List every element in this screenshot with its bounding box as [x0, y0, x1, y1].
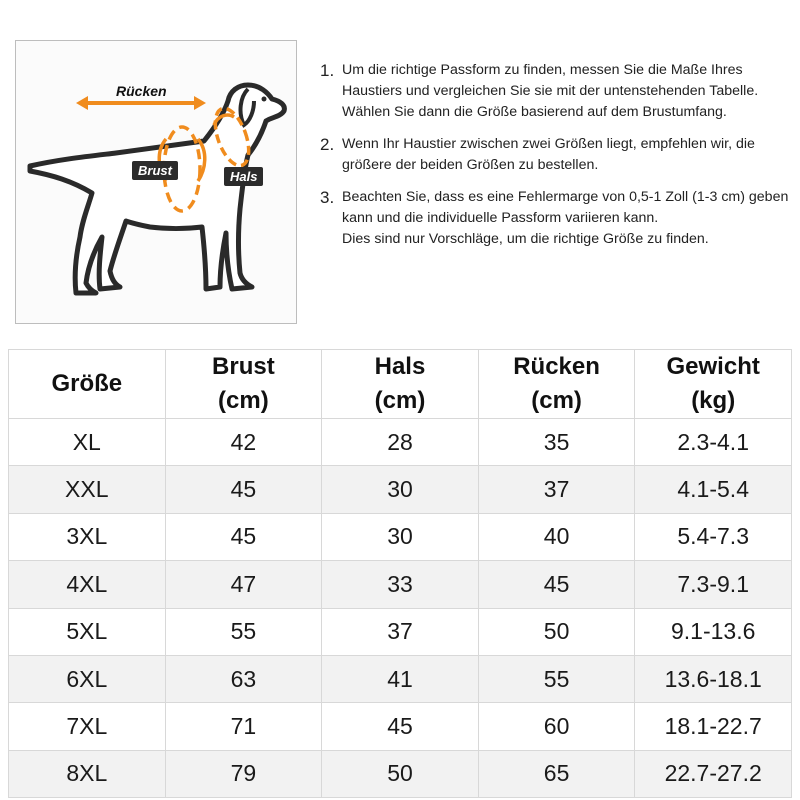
- table-row: [9, 703, 792, 750]
- cell-back: 60: [478, 703, 635, 750]
- dog-measurement-figure: [15, 40, 297, 324]
- cell-weight: 9.1-13.6: [635, 608, 792, 655]
- column-header-back: Rücken (cm): [478, 350, 635, 419]
- cell-size: XL: [9, 419, 166, 466]
- cell-neck: 37: [322, 608, 479, 655]
- instruction-text: Beachten Sie, dass es eine Fehlermarge von 0,5-1 Zoll (1-3 cm) geben kann und die individuelle Passform variieren kann.: [342, 189, 789, 226]
- chest-label: Brust: [132, 161, 178, 180]
- table-row: [9, 561, 792, 608]
- size-chart-table: [8, 349, 792, 798]
- cell-size: 6XL: [9, 655, 166, 702]
- cell-size: 3XL: [9, 513, 166, 560]
- cell-back: 55: [478, 655, 635, 702]
- instruction-text: Wenn Ihr Haustier zwischen zwei Größen liegt, empfehlen wir, die größere der beiden Größen zu bestellen.: [342, 136, 755, 173]
- cell-neck: 45: [322, 703, 479, 750]
- cell-back: 35: [478, 419, 635, 466]
- column-header-size: Größe: [9, 350, 166, 419]
- cell-size: 8XL: [9, 750, 166, 797]
- table-header-row: [9, 350, 792, 419]
- instruction-item: [320, 187, 790, 250]
- cell-chest: 55: [165, 608, 322, 655]
- column-header-chest: Brust (cm): [165, 350, 322, 419]
- cell-size: 4XL: [9, 561, 166, 608]
- cell-neck: 30: [322, 513, 479, 560]
- cell-weight: 7.3-9.1: [635, 561, 792, 608]
- cell-chest: 63: [165, 655, 322, 702]
- table-row: [9, 608, 792, 655]
- table-row: [9, 513, 792, 560]
- cell-size: XXL: [9, 466, 166, 513]
- instruction-item: [320, 60, 790, 123]
- table-row: [9, 419, 792, 466]
- cell-neck: 30: [322, 466, 479, 513]
- cell-back: 40: [478, 513, 635, 560]
- cell-size: 7XL: [9, 703, 166, 750]
- cell-weight: 18.1-22.7: [635, 703, 792, 750]
- cell-neck: 50: [322, 750, 479, 797]
- back-label: Rücken: [116, 83, 167, 99]
- cell-chest: 42: [165, 419, 322, 466]
- cell-weight: 13.6-18.1: [635, 655, 792, 702]
- cell-back: 37: [478, 466, 635, 513]
- column-header-neck: Hals (cm): [322, 350, 479, 419]
- cell-chest: 47: [165, 561, 322, 608]
- instruction-item: [320, 134, 790, 176]
- cell-weight: 2.3-4.1: [635, 419, 792, 466]
- instructions-list: [320, 60, 790, 261]
- cell-chest: 79: [165, 750, 322, 797]
- cell-weight: 4.1-5.4: [635, 466, 792, 513]
- neck-label: Hals: [224, 167, 263, 186]
- cell-chest: 71: [165, 703, 322, 750]
- cell-neck: 28: [322, 419, 479, 466]
- cell-chest: 45: [165, 513, 322, 560]
- cell-weight: 5.4-7.3: [635, 513, 792, 560]
- table-row: [9, 655, 792, 702]
- cell-back: 50: [478, 608, 635, 655]
- cell-neck: 33: [322, 561, 479, 608]
- instruction-text: Um die richtige Passform zu finden, messen Sie die Maße Ihres Haustiers und vergleichen Sie sie mit der untenstehenden Tabelle. Wählen Sie dann die Größe basierend auf dem Brustumfang.: [342, 62, 759, 120]
- cell-neck: 41: [322, 655, 479, 702]
- table-body: [9, 419, 792, 798]
- cell-chest: 45: [165, 466, 322, 513]
- cell-size: 5XL: [9, 608, 166, 655]
- table-row: [9, 466, 792, 513]
- column-header-weight: Gewicht (kg): [635, 350, 792, 419]
- instruction-extra-text: Dies sind nur Vorschläge, um die richtige Größe zu finden.: [342, 231, 709, 247]
- instruction-number: 1.: [320, 61, 335, 80]
- cell-weight: 22.7-27.2: [635, 750, 792, 797]
- table-row: [9, 750, 792, 797]
- cell-back: 45: [478, 561, 635, 608]
- instruction-number: 3.: [320, 188, 335, 207]
- cell-back: 65: [478, 750, 635, 797]
- instruction-number: 2.: [320, 135, 335, 154]
